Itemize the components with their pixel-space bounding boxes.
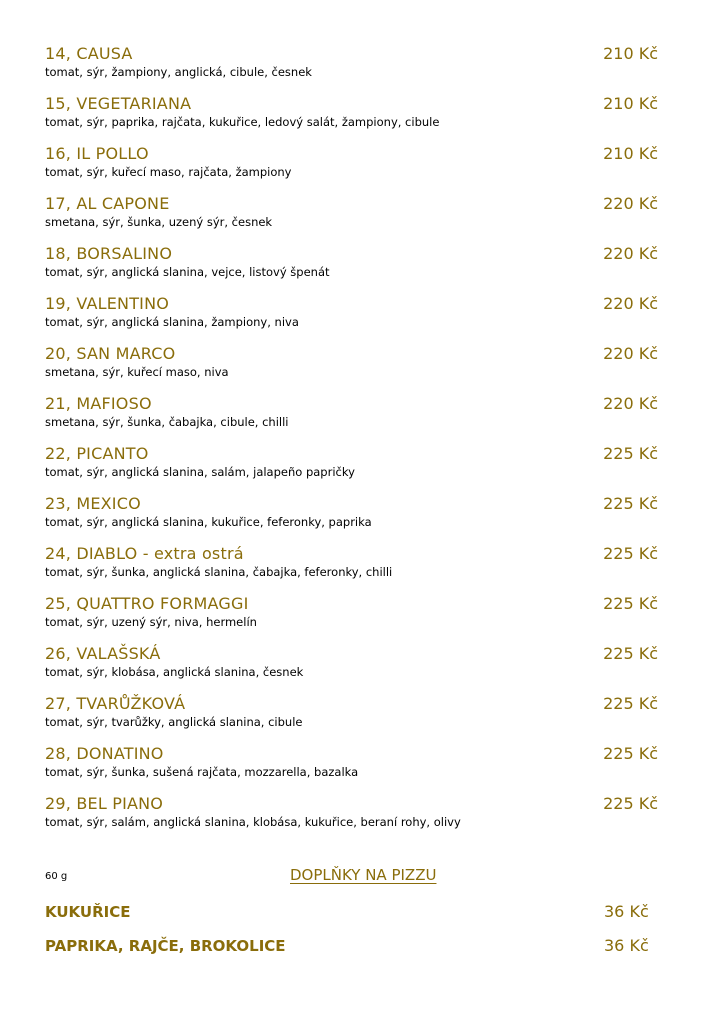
item-description: tomat, sýr, kuřecí maso, rajčata, žampiony [45, 165, 292, 179]
item-name: 14, CAUSA [45, 44, 133, 63]
menu-item [45, 544, 665, 594]
item-description: smetana, sýr, šunka, uzený sýr, česnek [45, 215, 273, 229]
item-name: 23, MEXICO [45, 494, 141, 513]
item-price: 225 Kč [603, 694, 658, 713]
item-price: 225 Kč [603, 794, 658, 813]
menu-item [45, 44, 665, 94]
item-price: 225 Kč [603, 494, 658, 513]
addon-item [45, 936, 665, 958]
item-price: 225 Kč [603, 444, 658, 463]
item-description: tomat, sýr, klobása, anglická slanina, česnek [45, 665, 304, 679]
item-name: 27, TVARŮŽKOVÁ [45, 694, 186, 713]
addon-price: 36 Kč [604, 902, 649, 921]
item-price: 220 Kč [603, 194, 658, 213]
item-name: 16, IL POLLO [45, 144, 149, 163]
item-description: tomat, sýr, anglická slanina, vejce, listový špenát [45, 265, 330, 279]
item-description: tomat, sýr, anglická slanina, žampiony, niva [45, 315, 299, 329]
item-name: 29, BEL PIANO [45, 794, 164, 813]
menu-item [45, 294, 665, 344]
addon-price: 36 Kč [604, 936, 649, 955]
item-name: 24, DIABLO - extra ostrá [45, 544, 244, 563]
item-description: tomat, sýr, salám, anglická slanina, klobása, kukuřice, beraní rohy, olivy [45, 815, 461, 829]
menu-item [45, 344, 665, 394]
item-description: tomat, sýr, paprika, rajčata, kukuřice, ledový salát, žampiony, cibule [45, 115, 440, 129]
item-description: smetana, sýr, šunka, čabajka, cibule, chilli [45, 415, 289, 429]
item-name: 26, VALAŠSKÁ [45, 644, 161, 663]
item-description: tomat, sýr, tvarůžky, anglická slanina, cibule [45, 715, 303, 729]
item-name: 19, VALENTINO [45, 294, 170, 313]
pizza-menu-list [45, 44, 665, 844]
menu-item [45, 594, 665, 644]
item-name: 22, PICANTO [45, 444, 149, 463]
addon-item [45, 902, 665, 924]
item-description: tomat, sýr, anglická slanina, kukuřice, feferonky, paprika [45, 515, 372, 529]
item-name: 20, SAN MARCO [45, 344, 176, 363]
item-name: 25, QUATTRO FORMAGGI [45, 594, 249, 613]
item-price: 220 Kč [603, 244, 658, 263]
item-name: 28, DONATINO [45, 744, 164, 763]
menu-item [45, 694, 665, 744]
menu-item [45, 94, 665, 144]
item-price: 225 Kč [603, 594, 658, 613]
item-description: tomat, sýr, šunka, anglická slanina, čabajka, feferonky, chilli [45, 565, 393, 579]
item-price: 225 Kč [603, 544, 658, 563]
menu-item [45, 794, 665, 844]
addons-section-title: DOPLŇKY NA PIZZU [290, 866, 437, 884]
item-price: 210 Kč [603, 94, 658, 113]
menu-item [45, 744, 665, 794]
menu-item [45, 444, 665, 494]
item-price: 210 Kč [603, 144, 658, 163]
menu-item [45, 244, 665, 294]
menu-item [45, 194, 665, 244]
item-name: 17, AL CAPONE [45, 194, 170, 213]
item-description: tomat, sýr, uzený sýr, niva, hermelín [45, 615, 257, 629]
item-price: 220 Kč [603, 394, 658, 413]
item-description: tomat, sýr, žampiony, anglická, cibule, česnek [45, 65, 312, 79]
item-price: 220 Kč [603, 294, 658, 313]
menu-item [45, 494, 665, 544]
item-description: smetana, sýr, kuřecí maso, niva [45, 365, 229, 379]
item-price: 225 Kč [603, 744, 658, 763]
item-name: 15, VEGETARIANA [45, 94, 192, 113]
menu-item [45, 144, 665, 194]
addon-name: KUKUŘICE [45, 903, 131, 921]
item-description: tomat, sýr, šunka, sušená rajčata, mozzarella, bazalka [45, 765, 359, 779]
menu-item [45, 394, 665, 444]
menu-item [45, 644, 665, 694]
addon-name: PAPRIKA, RAJČE, BROKOLICE [45, 937, 286, 955]
item-name: 21, MAFIOSO [45, 394, 152, 413]
item-name: 18, BORSALINO [45, 244, 173, 263]
item-price: 220 Kč [603, 344, 658, 363]
item-price: 225 Kč [603, 644, 658, 663]
item-price: 210 Kč [603, 44, 658, 63]
item-description: tomat, sýr, anglická slanina, salám, jalapeño papričky [45, 465, 355, 479]
addons-weight-note: 60 g [45, 871, 68, 882]
